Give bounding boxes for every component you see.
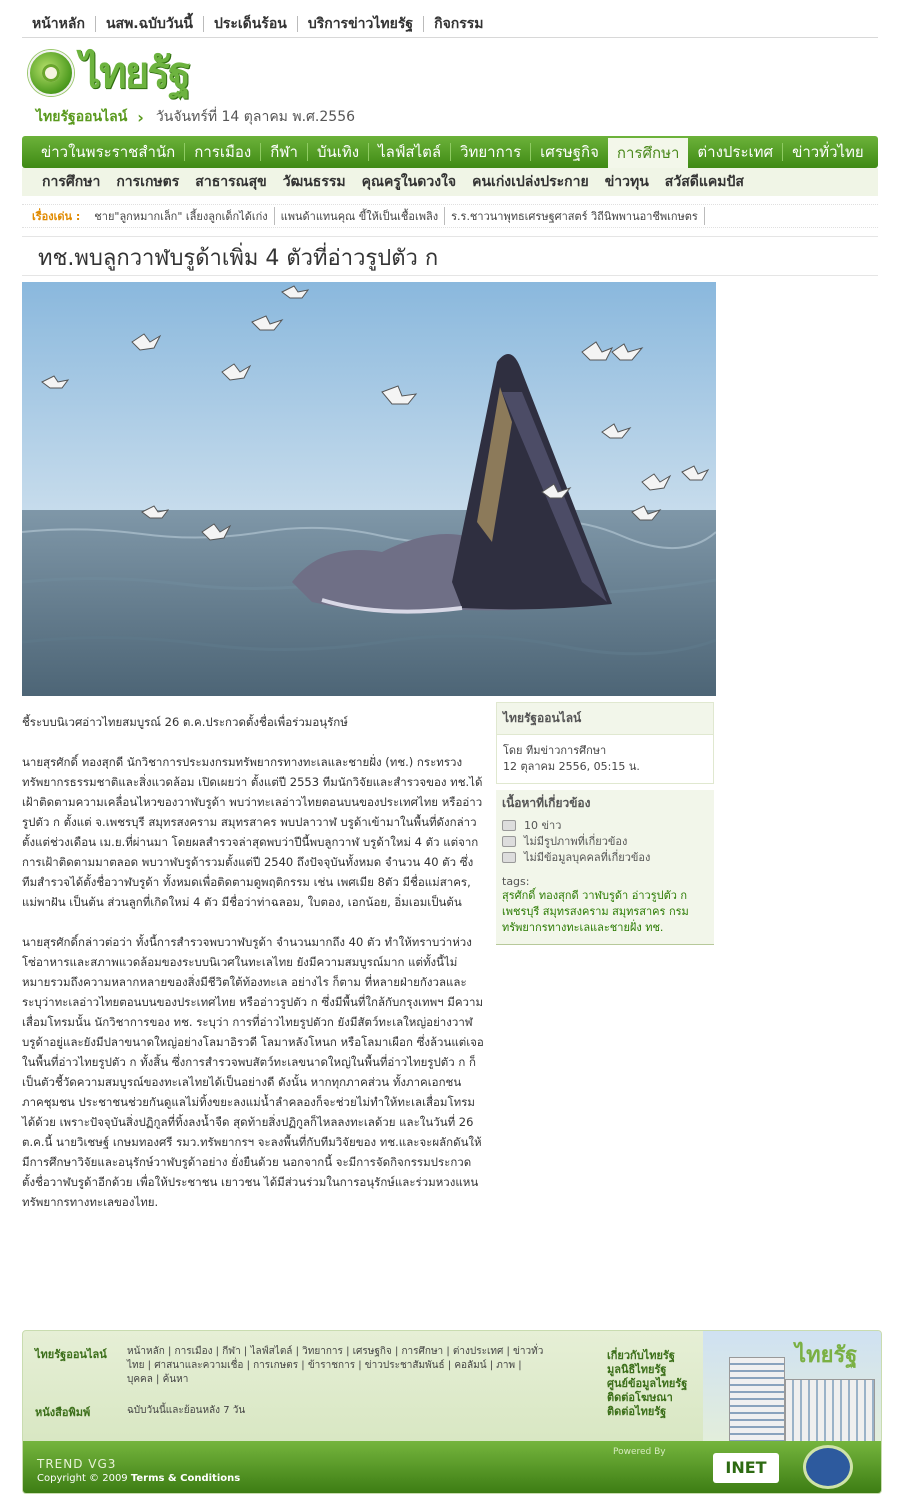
footer-data-center[interactable]: ศูนย์ข้อมูลไทยรัฐ	[607, 1377, 688, 1390]
info-date: 12 ตุลาคม 2556, 05:15 น.	[503, 760, 640, 773]
camera-icon	[502, 836, 516, 847]
breadcrumb-site[interactable]: ไทยรัฐออนไลน์	[36, 109, 128, 125]
footer-section-links[interactable]: หน้าหลัก | การเมือง | กีฬา | ไลฟ์สไตล์ | วิทยาการ | เศรษฐกิจ | การศึกษา | ต่างประเทศ | ข่าวทั่วไทย | ศาสนาและความเชื่อ | การเกษตร | ข้าราชการ | ข่าวประชาสัมพันธ์ | คอลัมน์ | ภาพ | บุคคล | ค้นหา	[127, 1346, 544, 1385]
news-icon	[502, 820, 516, 831]
highlights-bar	[22, 204, 878, 228]
menu-royal-news[interactable]: ข่าวในพระราชสำนัก	[41, 143, 176, 161]
article-paragraph: นายสุรศักดิ์ ทองสุกดี นักวิชาการประมงกรมทรัพยากรทางทะเลและชายฝั่ง (ทช.) กระทรวงทรัพยากรธรรมชาติและสิ่งแวดล้อม เปิดเผยว่า ตั้งแต่ปี 2553 ทีมนักวิจัยและสำรวจของ ทช.ได้เฝ้าติดตามความเคลื่อนไหวของวาฬบรูด้า พบว่าทะเลอ่าวไทยตอนบนของประเทศไทย หรืออ่าวรูปตัว ก ตั้งแต่ จ.เพชรบุรี สมุทรสงคราม สมุทรสาคร พบปลาวาฬ บรูด้าเข้ามาในพื้นที่ดังกล่าวตั้งแต่ช่วงเดือน เม.ย.ที่ผ่านมา โดยผลสำรวจล่าสุดพบว่าปีนี้พบลูกวาฬ บรูด้าใหม่ 4 ตัว แต่จากการเฝ้าติดตามมาตลอด พบวาฬบรูด้ารวมตั้งแต่ปี 2540 ถึงปัจจุบันทั้งหมด จำนวน 40 ตัว ซึ่งทีมสำรวจได้ตั้งชื่อวาฬบรูด้า ทั้งหมดเพื่อติดตามดูพฤติกรรม เช่น เพศเมีย 8ตัว มีชื่อแม่สาคร, แม่พาฝัน เป็นต้น ส่วนลูกที่เกิดใหม่ 4 ตัว มีชื่อว่าท่าฉลอม, ใบตอง, เอกน้อย, อิ่มเอมเป็นต้น	[22, 755, 483, 909]
partner-logo-icon[interactable]	[803, 1445, 853, 1489]
highlight-link[interactable]: แพนด้าแทนคุณ ขี้ให้เป็นเชื้อเพลิง	[275, 207, 445, 225]
sub-menu	[22, 168, 878, 196]
menu-science[interactable]: วิทยาการ	[460, 143, 522, 161]
whale-photo	[22, 282, 716, 696]
article-paragraph: ชี้ระบบนิเวศอ่าวไทยสมบูรณ์ 26 ต.ค.ประกวดตั้งชื่อเพื่อร่วมอนุรักษ์	[22, 715, 348, 729]
related-news-label: 10 ข่าว	[524, 819, 562, 832]
highlight-link[interactable]: ร.ร.ชาวนาพุทธเศรษฐศาสตร์ วิถีนิพพานอาชีพเกษตร	[445, 207, 705, 225]
submenu-scholarship[interactable]: ข่าวทุน	[604, 174, 649, 190]
topnav-home[interactable]: หน้าหลัก	[32, 15, 85, 32]
copyright	[37, 1473, 240, 1484]
submenu-campus[interactable]: สวัสดีแคมปัส	[664, 174, 744, 190]
footer-foundation[interactable]: มูลนิธิไทยรัฐ	[607, 1363, 667, 1376]
related-people	[502, 849, 708, 865]
top-nav	[22, 10, 878, 38]
site-logo[interactable]	[28, 48, 189, 98]
info-source: ไทยรัฐออนไลน์	[497, 703, 713, 735]
footer-newspaper-heading: หนังสือพิมพ์	[35, 1406, 91, 1419]
submenu-teacher[interactable]: คุณครูในดวงใจ	[361, 174, 457, 190]
menu-lifestyle[interactable]: ไลฟ์สไตล์	[378, 143, 442, 161]
tags-label: tags:	[502, 875, 530, 888]
topnav-hot-issues[interactable]: ประเด็นร้อน	[203, 16, 297, 32]
menu-sports[interactable]: กีฬา	[270, 143, 298, 161]
topnav-activities[interactable]: กิจกรรม	[423, 16, 493, 32]
page	[22, 0, 880, 1508]
info-meta	[497, 735, 713, 783]
person-icon	[502, 852, 516, 863]
related-people-label: ไม่มีข้อมูลบุคคลที่เกี่ยวข้อง	[524, 851, 651, 864]
submenu-education[interactable]: การศึกษา	[42, 174, 101, 190]
menu-foreign[interactable]: ต่างประเทศ	[697, 143, 774, 161]
footer-advertise[interactable]: ติดต่อโฆษณา	[607, 1391, 673, 1404]
submenu-talent[interactable]: คนเก่งเปล่งประกาย	[472, 174, 589, 190]
terms-link[interactable]: Terms & Conditions	[130, 1473, 241, 1484]
related-news[interactable]	[502, 817, 708, 833]
menu-entertainment[interactable]: บันเทิง	[316, 143, 360, 161]
related-box	[496, 790, 714, 945]
article-body	[22, 712, 484, 1232]
building-logo-sign: ไทยรัฐ	[795, 1342, 858, 1368]
tags-list[interactable]: สุรศักดิ์ ทองสุกดี วาฬบรูด้า อ่าวรูปตัว ก เพชรบุรี สมุทรสงคราม สมุทรสาคร กรมทรัพยากรทางทะเลและชายฝั่ง ทช.	[502, 889, 689, 934]
article-photo[interactable]	[22, 282, 716, 696]
breadcrumb	[36, 106, 355, 128]
article-paragraph: นายสุรศักดิ์กล่าวต่อว่า ทั้งนี้การสำรวจพบวาฬบรูด้า จำนวนมากถึง 40 ตัว ทำให้ทราบว่าห่วงโซ่อาหารและสภาพแวดล้อมของระบบนิเวศในทะเลไทย ยังมีความสมบูรณ์มาก แต่ทั้งนี้ไม่หมายรวมถึงความหลากหลายของสิ่งมีชีวิตใต้ท้องทะเล อย่างไร ก็ตาม ที่หลายฝ่ายกังวลและระบุว่าทะเลอ่าวไทยตอนบนของประเทศไทย หรืออ่าวรูปตัว ก ซึ่งมีพื้นที่ใกล้กับกรุงเทพฯ มีความเสื่อมโทรมนั้น นักวิชาการของ ทช. ระบุว่า การที่อ่าวไทยรูปตัวก ยังมีสัตว์ทะเลใหญ่อย่างวาฬบรูด้าอยู่และยังมีปลาขนาดใหญ่อย่างโลมาอิรวดี โลมาหลังโหนก หรือโลมาเผือก ซึ่งล้วนแต่เจอในพื้นที่อ่าวไทยรูปตัว ก ทั้งสิ้น ซึ่งการสำรวจพบสัตว์ทะเลขนาดใหญ่ในพื้นที่อ่าวไทยรูปตัว ก ก็เป็นตัวชี้วัดความสมบูรณ์ของทะเลไทยได้เป็นอย่างดี ดังนั้น หากทุกภาคส่วน ทั้งภาคเอกชน ภาคชุมชน ประชาชนช่วยกันดูแลไม่ทิ้งขยะลงแม่น้ำลำคลองก็จะช่วยไม่ทำให้ทะเลเสื่อมโทรมได้ด้วย เพราะปัจจุบันสิ่งปฏิกูลที่ทิ้งลงน้ำจืด สุดท้ายสิ่งปฏิกูลก็ไหลลงทะเลด้วย และในวันที่ 26 ต.ค.นี้ นายวิเชษฐ์ เกษมทองศรี รมว.ทรัพยากรฯ จะลงพื้นที่กับทีมวิจัยของ ทช.และจะผลักดันให้มีการศึกษาวิจัยและอนุรักษ์วาฬบรูด้าอย่าง ยั่งยืนด้วย นอกจากนี้ จะมีการจัดกิจกรรมประกวดตั้งชื่อวาฬบรูด้าอีกด้วย เพื่อให้ประชาชน เยาวชน ได้มีส่วนร่วมในการอนุรักษ์และร่วมหวงแหนทรัพยากรทางทะเลของไทย.	[22, 935, 484, 1209]
powered-by-label: Powered By	[613, 1447, 666, 1457]
building-image	[703, 1331, 882, 1443]
menu-economy[interactable]: เศรษฐกิจ	[540, 143, 599, 161]
topnav-services[interactable]: บริการข่าวไทยรัฐ	[297, 16, 423, 32]
footer	[22, 1330, 882, 1494]
article-title: ทช.พบลูกวาฬบรูด้าเพิ่ม 4 ตัวที่อ่าวรูปตัว ก	[38, 246, 439, 271]
main-menu	[22, 136, 878, 168]
related-photos	[502, 833, 708, 849]
topnav-today-paper[interactable]: นสพ.ฉบับวันนี้	[95, 16, 203, 32]
copyright-text: Copyright © 2009	[37, 1473, 128, 1484]
related-heading: เนื้อหาที่เกี่ยวข้อง	[502, 796, 591, 810]
article-info-box	[496, 702, 714, 784]
chevron-right-icon: ›	[137, 107, 144, 127]
submenu-culture[interactable]: วัฒนธรรม	[282, 174, 346, 190]
trend-logo: TREND VG3	[37, 1457, 117, 1471]
logo-emblem-icon	[28, 50, 74, 96]
highlights-label: เรื่องเด่น :	[32, 210, 81, 223]
submenu-public-health[interactable]: สาธารณสุข	[195, 174, 267, 190]
related-photos-label: ไม่มีรูปภาพที่เกี่ยวข้อง	[524, 835, 628, 848]
footer-site-heading: ไทยรัฐออนไลน์	[35, 1348, 107, 1361]
footer-about[interactable]: เกี่ยวกับไทยรัฐ	[607, 1349, 675, 1362]
inet-logo[interactable]: INET	[713, 1453, 779, 1483]
menu-nationwide[interactable]: ข่าวทั่วไทย	[792, 143, 864, 161]
logo-text: ไทยรัฐ	[80, 48, 190, 97]
footer-corporate-links	[607, 1349, 687, 1419]
footer-newspaper-link[interactable]: ฉบับวันนี้และย้อนหลัง 7 วัน	[127, 1405, 246, 1416]
menu-education[interactable]: การศึกษา	[608, 136, 688, 168]
submenu-agriculture[interactable]: การเกษตร	[116, 174, 180, 190]
current-date: วันจันทร์ที่ 14 ตุลาคม พ.ศ.2556	[155, 109, 356, 125]
footer-contact[interactable]: ติดต่อไทยรัฐ	[607, 1405, 667, 1418]
footer-bottom-bar	[23, 1441, 881, 1493]
menu-politics[interactable]: การเมือง	[194, 143, 252, 161]
info-author: โดย ทีมข่าวการศึกษา	[503, 744, 607, 757]
highlight-link[interactable]: ชาย"ลูกหมากเล็ก" เลี้ยงลูกเด็กได้เก่ง	[88, 207, 274, 225]
article-title-bar	[22, 236, 878, 276]
